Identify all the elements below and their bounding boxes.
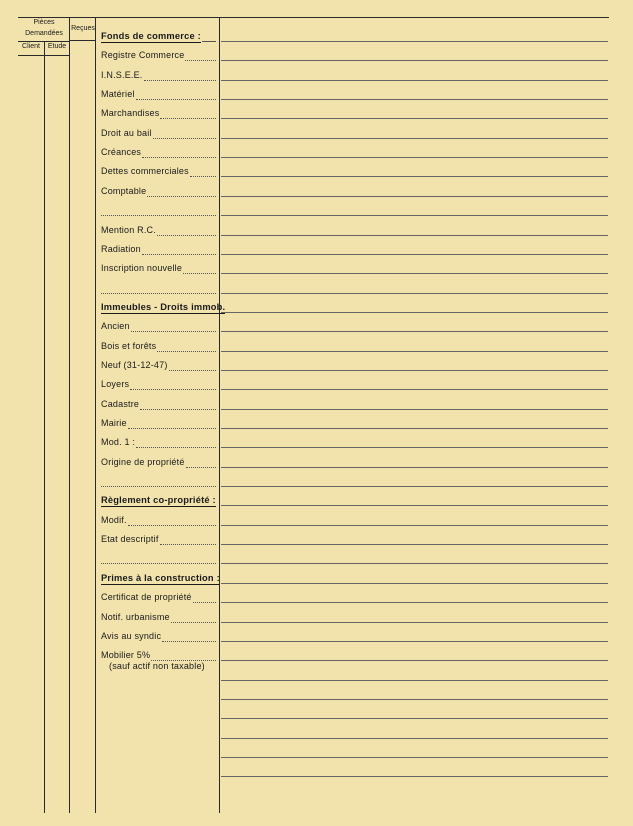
header-pieces: Pièces [33,19,55,26]
row-label: Notif. urbanisme [101,612,170,622]
notes-line[interactable] [221,254,608,255]
notes-line[interactable] [221,370,608,371]
notes-line[interactable] [221,680,608,681]
top-rule [18,17,609,18]
row-label: Inscription nouvelle [101,263,183,273]
notes-line[interactable] [221,215,608,216]
notes-line[interactable] [221,583,608,584]
row-label: Droit au bail [101,128,152,138]
row-label: Comptable [101,186,147,196]
dotted-leader [160,544,216,545]
row-label: Registre Commerce [101,50,185,60]
dotted-leader [171,622,216,623]
section-heading: Fonds de commerce : [101,31,201,41]
notes-line[interactable] [221,138,608,139]
notes-line[interactable] [221,622,608,623]
dotted-leader [144,80,216,81]
notes-line[interactable] [221,544,608,545]
row-label: Origine de propriété [101,457,185,467]
notes-line[interactable] [221,428,608,429]
dotted-leader [186,467,216,468]
blank-dotted-line [101,293,216,294]
row-label: Bois et forêts [101,341,157,351]
dotted-leader [130,389,216,390]
dotted-leader [193,602,216,603]
dotted-leader [142,157,216,158]
column-rule-labels-notes [219,17,220,813]
row-label: Mod. 1 : [101,437,136,447]
row-label: Créances [101,147,142,157]
dotted-leader [162,641,216,642]
column-rule-etude-recues [69,17,70,813]
notes-line[interactable] [221,351,608,352]
notes-line[interactable] [221,196,608,197]
dotted-leader [131,331,216,332]
header-divider-recues [70,40,95,41]
notes-line[interactable] [221,718,608,719]
notes-line[interactable] [221,641,608,642]
dotted-leader [202,41,216,42]
dotted-leader [136,99,216,100]
notes-line[interactable] [221,738,608,739]
dotted-leader [147,196,216,197]
dotted-leader [169,370,216,371]
dotted-leader [153,138,216,139]
notes-line[interactable] [221,486,608,487]
notes-line[interactable] [221,41,608,42]
header-client: Client [22,43,40,50]
row-label: Marchandises [101,108,160,118]
row-label: Loyers [101,379,130,389]
notes-line[interactable] [221,505,608,506]
header-demandees: Demandées [25,30,63,37]
dotted-leader [128,428,216,429]
row-label: Modif. [101,515,127,525]
notes-line[interactable] [221,235,608,236]
row-label: Mention R.C. [101,225,156,235]
notes-line[interactable] [221,331,608,332]
notes-line[interactable] [221,176,608,177]
dotted-leader [157,235,216,236]
dotted-leader [140,409,216,410]
notes-line[interactable] [221,389,608,390]
row-label: Neuf (31-12-47) [101,360,168,370]
row-sublabel: (sauf actif non taxable) [109,661,205,671]
header-etude: Etude [47,43,67,50]
notes-line[interactable] [221,757,608,758]
notes-line[interactable] [221,776,608,777]
row-label: Matériel [101,89,135,99]
section-heading: Immeubles - Droits immob. [101,302,226,312]
blank-dotted-line [101,563,216,564]
column-rule-client-etude [44,42,45,813]
notes-line[interactable] [221,563,608,564]
notes-line[interactable] [221,60,608,61]
dotted-leader [190,176,216,177]
row-label: Cadastre [101,399,140,409]
notes-line[interactable] [221,312,608,313]
column-rule-recues-labels [95,17,96,813]
dotted-leader [136,447,216,448]
row-label: Radiation [101,244,141,254]
notes-line[interactable] [221,118,608,119]
notes-line[interactable] [221,467,608,468]
row-label: Avis au syndic [101,631,162,641]
row-label: I.N.S.E.E. [101,70,143,80]
notes-line[interactable] [221,80,608,81]
notes-line[interactable] [221,699,608,700]
row-label: Certificat de propriété [101,592,192,602]
dotted-leader [142,254,216,255]
notes-line[interactable] [221,525,608,526]
dotted-leader [183,273,216,274]
notes-line[interactable] [221,602,608,603]
blank-dotted-line [101,486,216,487]
notes-line[interactable] [221,273,608,274]
notes-line[interactable] [221,99,608,100]
row-label: Mobilier 5% [101,650,151,660]
notes-line[interactable] [221,157,608,158]
section-heading: Règlement co-propriété : [101,495,216,505]
section-heading: Primes à la construction : [101,573,220,583]
header-recues: Reçues [71,25,95,32]
row-label: Mairie [101,418,127,428]
row-label: Etat descriptif [101,534,159,544]
dotted-leader [185,60,216,61]
notes-line[interactable] [221,409,608,410]
notes-line[interactable] [221,293,608,294]
dotted-leader [157,351,216,352]
notes-line[interactable] [221,660,608,661]
row-label: Dettes commerciales [101,166,189,176]
blank-dotted-line [101,215,216,216]
notes-line[interactable] [221,447,608,448]
dotted-leader [128,525,216,526]
dotted-leader [160,118,216,119]
row-label: Ancien [101,321,130,331]
